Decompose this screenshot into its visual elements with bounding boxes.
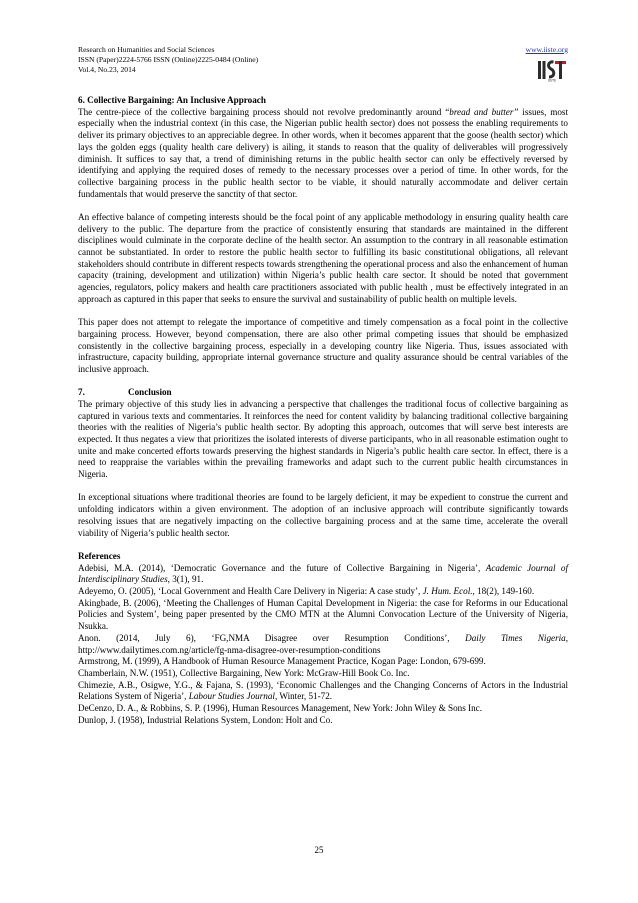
section-7-number: 7. [78, 387, 85, 398]
logo-lettering: IISTE [547, 78, 557, 82]
section-6-paragraph-3: This paper does not attempt to relegate the importance of competitive and timely compensation as a focal point in the collective bargaining process. However, beyond compensation, there are also other primal competing issues that should be emphasized consistently in the collective bargaining process, especially in a developing country like Nigeria. Thus, issues associated with infrastructure, capacity building, appropriate internal governance structure and quality assurance should be central variables of the inclusive approach. [78, 317, 568, 374]
reference-item: Anon. (2014, July 6), ‘FG,NMA Disagree over Resumption Conditions’, Daily Times Nigeria, http://www.dailytimes.com.ng/article/fg-nma-disagree-over-resumption-conditions [78, 632, 569, 655]
section-6-paragraph-2: An effective balance of competing interests should be the focal point of any applicable methodology in ensuring quality health care delivery to the public. The departure from the practice of consistently ensuring that standards are maintained in the different disciplines would culminate in the corporate decline of the health sector. An assumption to the contrary in all reasonable estimation cannot be substantiated. In order to restore the public health sector to fulfilling its basic constitutional obligations, all relevant stakeholders should contribute in different respects towards strengthening the operational process and also the enhancement of human capacity (training, development and utilization) within Nigeria’s public health care sector. It should be noted that government agencies, regulators, policy makers and health care practitioners associated with public health , must be effectively integrated in an approach as captured in this paper that seeks to ensure the survival and sustainability of public health on multiple levels. [78, 211, 568, 304]
journal-website-link[interactable]: www.iiste.org [525, 45, 568, 54]
section-7-paragraph-2: In exceptional situations where traditional theories are found to be largely deficient, it may be expedient to construe the current and unfolding indicators within a given environment. The adoption of an inclusive approach will contribute significantly towards resolving issues that are negatively impacting on the collective bargaining process and at the same time, accelerate the overall viability of Nigeria’s public health sector. [78, 492, 568, 538]
journal-issn: ISSN (Paper)2224-5766 ISSN (Online)2225-0484 (Online) [78, 55, 259, 64]
reference-item: DeCenzo, D. A., & Robbins, S. P. (1996), Human Resources Management, New York: John Wiley & Sons Inc. [78, 703, 482, 714]
reference-item: Akingbade, B. (2006), ‘Meeting the Challenges of Human Capital Development in Nigeria: the case for Reforms in our Educational Policies and System’, being paper presented by the CMO MTN at the Alumni Convocation Lecture of the University of Nigeria, Nsukka. [78, 597, 568, 632]
section-6-heading: 6. Collective Bargaining: An Inclusive Approach [78, 95, 266, 105]
journal-name: Research on Humanities and Social Sciences [78, 45, 215, 54]
reference-item: Armstrong, M. (1999), A Handbook of Human Resource Management Practice, Kogan Page: London, 679-699. [78, 656, 486, 667]
reference-item: Adeyemo, O. (2005), ‘Local Government and Health Care Delivery in Nigeria: A case study’, J. Hum. Ecol., 18(2), 149-160. [78, 585, 535, 596]
reference-item: Adebisi, M.A. (2014), ‘Democratic Governance and the future of Collective Bargaining in Nigeria’, Academic Journal of Interdisciplinary Studies, 3(1), 91. [78, 562, 569, 585]
references-heading: References [78, 550, 121, 561]
section-7-title: Conclusion [128, 387, 172, 398]
page-number: 25 [314, 845, 324, 855]
iiste-logo-icon [538, 58, 566, 82]
journal-volume: Vol.4, No.23, 2014 [78, 65, 136, 74]
reference-item: Chimezie, A.B., Osigwe, Y.G., & Fajana, S. (1993), ‘Economic Challenges and the Changing Concerns of Actors in the Industrial Relations System of Nigeria’, Labour Studies Journal, Winter, 51-72. [78, 679, 568, 702]
references-list [78, 563, 568, 727]
section-7-paragraph-1: The primary objective of this study lies in advancing a perspective that challenges the traditional focus of collective bargaining as captured in various texts and commentaries. It reinforces the need for content validity by balancing traditional collective bargaining theories with the realities of Nigeria’s public health sector. By adopting this approach, outcomes that will serve best interests are expected. It thus negates a view that prioritizes the isolated interests of diverse participants, who in all reasonable estimation ought to unite and make concerted efforts towards preserving the highest standards in Nigeria’s public health care sector. In effect, there is a need to reappraise the variables within the prevailing frameworks and adapt such to the current public health circumstances in Nigeria. [78, 398, 568, 480]
article-body [78, 95, 568, 726]
reference-item: Dunlop, J. (1958), Industrial Relations System, London: Holt and Co. [78, 714, 333, 725]
journal-header [78, 45, 568, 75]
reference-item: Chamberlain, N.W. (1951), Collective Bargaining, New York: McGraw-Hill Book Co. Inc. [78, 667, 410, 678]
section-6-paragraph-1: The centre-piece of the collective bargaining process should not revolve predominantly around “bread and butter” issues, most especially when the industrial context (in this case, the Nigerian public health sector) does not possess the enabling requirements to deliver its primary objectives to an appreciable degree. In other words, when it becomes apparent that the goose (health sector) which lays the golden eggs (quality health care delivery) is ailing, it stands to reason that the quality of deliverables will progressively diminish. It suffices to say that, a trend of diminishing returns in the public health sector can only be effectively reversed by identifying and applying the required doses of remedy to the necessary processes over a period of time. In other words, for the collective bargaining process in the public health sector to be viable, it should naturally accommodate and deliver certain fundamentals that would preserve the sanctity of that sector. [78, 106, 568, 199]
section-7-heading [78, 387, 568, 399]
